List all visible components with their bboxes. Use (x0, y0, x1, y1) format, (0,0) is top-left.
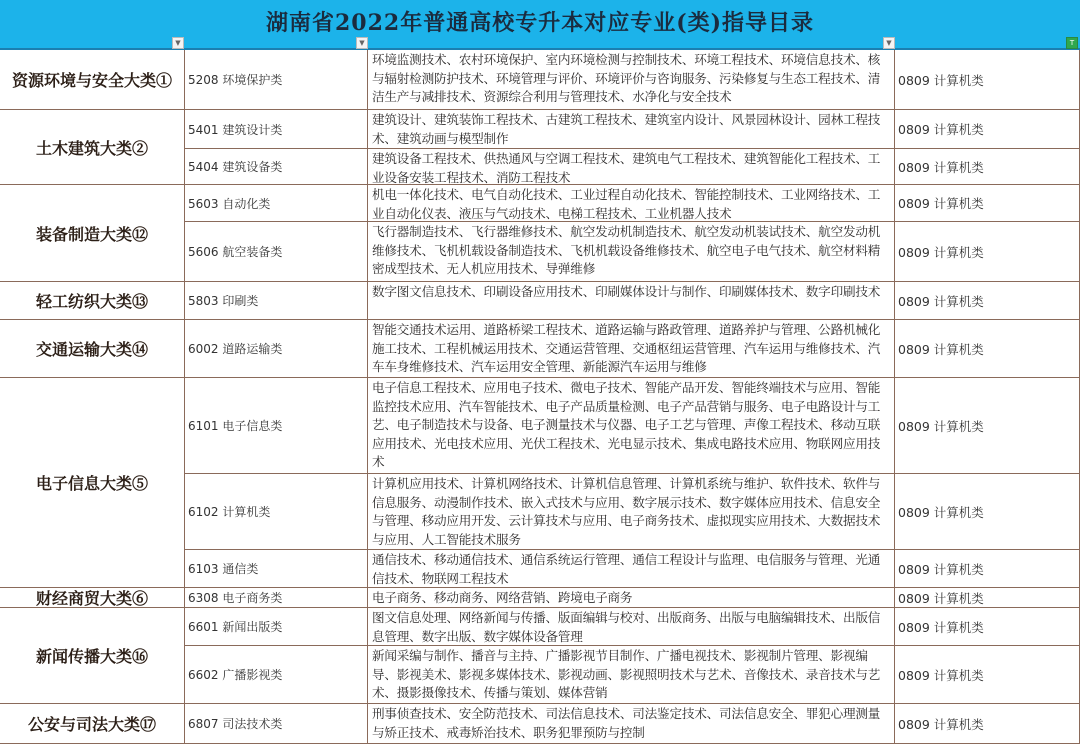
code-cell[interactable]: 6601 新闻出版类 (185, 608, 368, 646)
majors-cell[interactable]: 图文信息处理、网络新闻与传播、版面编辑与校对、出版商务、出版与电脑编辑技术、出版信息管理、数字出版、数字媒体设备管理 (368, 608, 895, 646)
category-cell[interactable]: 装备制造大类⑫ (0, 185, 185, 282)
code-cell[interactable]: 5803 印刷类 (185, 282, 368, 320)
majors-cell[interactable]: 电子信息工程技术、应用电子技术、微电子技术、智能产品开发、智能终端技术与应用、智能监控技术应用、汽车智能技术、电子产品质量检测、电子产品营销与服务、电子电路设计与工艺、电子制造技术与设备、电子测量技术与仪器、电子工艺与管理、声像工程技术、移动互联应用技术、光电技术应用、光伏工程技术、光电显示技术、集成电路技术应用、物联网应用技术 (368, 378, 895, 474)
majors-cell[interactable]: 刑事侦查技术、安全防范技术、司法信息技术、司法鉴定技术、司法信息安全、罪犯心理测量与矫正技术、戒毒矫治技术、职务犯罪预防与控制 (368, 704, 895, 744)
target-cell[interactable]: 0809 计算机类 (895, 50, 1080, 110)
target-cell[interactable]: 0809 计算机类 (895, 474, 1080, 550)
majors-cell[interactable]: 通信技术、移动通信技术、通信系统运行管理、通信工程设计与监理、电信服务与管理、光通信技术、物联网工程技术 (368, 550, 895, 588)
majors-cell[interactable]: 电子商务、移动商务、网络营销、跨境电子商务 (368, 588, 895, 608)
sheet-header (0, 0, 1080, 50)
category-cell[interactable]: 新闻传播大类⑯ (0, 608, 185, 704)
target-cell[interactable]: 0809 计算机类 (895, 149, 1080, 185)
filter-dropdown-target[interactable]: T (1066, 37, 1078, 49)
category-cell[interactable]: 轻工纺织大类⑬ (0, 282, 185, 320)
filter-dropdown-category[interactable]: ▼ (172, 37, 184, 49)
code-cell[interactable]: 6308 电子商务类 (185, 588, 368, 608)
filter-dropdown-majors[interactable]: ▼ (883, 37, 895, 49)
majors-cell[interactable]: 飞行器制造技术、飞行器维修技术、航空发动机制造技术、航空发动机装试技术、航空发动机维修技术、飞机机载设备制造技术、飞机机载设备维修技术、航空电子电气技术、航空材料精密成型技术、无人机应用技术、导弹维修 (368, 222, 895, 282)
category-cell[interactable]: 电子信息大类⑤ (0, 378, 185, 588)
code-cell[interactable]: 6102 计算机类 (185, 474, 368, 550)
majors-cell[interactable]: 数字图文信息技术、印刷设备应用技术、印刷媒体设计与制作、印刷媒体技术、数字印刷技术 (368, 282, 895, 320)
target-cell[interactable]: 0809 计算机类 (895, 222, 1080, 282)
code-cell[interactable]: 6002 道路运输类 (185, 320, 368, 378)
target-cell[interactable]: 0809 计算机类 (895, 550, 1080, 588)
majors-cell[interactable]: 环境监测技术、农村环境保护、室内环境检测与控制技术、环境工程技术、环境信息技术、核与辐射检测防护技术、环境管理与评价、环境评价与咨询服务、污染修复与生态工程技术、清洁生产与减排技术、资源综合利用与管理技术、水净化与安全技术 (368, 50, 895, 110)
category-cell[interactable]: 资源环境与安全大类① (0, 50, 185, 110)
majors-cell[interactable]: 建筑设计、建筑装饰工程技术、古建筑工程技术、建筑室内设计、风景园林设计、园林工程技术、建筑动画与模型制作 (368, 110, 895, 149)
majors-cell[interactable]: 建筑设备工程技术、供热通风与空调工程技术、建筑电气工程技术、建筑智能化工程技术、工业设备安装工程技术、消防工程技术 (368, 149, 895, 185)
code-cell[interactable]: 6101 电子信息类 (185, 378, 368, 474)
code-cell[interactable]: 5404 建筑设备类 (185, 149, 368, 185)
target-cell[interactable]: 0809 计算机类 (895, 320, 1080, 378)
code-cell[interactable]: 5208 环境保护类 (185, 50, 368, 110)
target-cell[interactable]: 0809 计算机类 (895, 588, 1080, 608)
category-cell[interactable]: 土木建筑大类② (0, 110, 185, 185)
majors-cell[interactable]: 计算机应用技术、计算机网络技术、计算机信息管理、计算机系统与维护、软件技术、软件与信息服务、动漫制作技术、嵌入式技术与应用、数字展示技术、数字媒体应用技术、信息安全与管理、移动应用开发、云计算技术与应用、电子商务技术、虚拟现实应用技术、大数据技术与应用、人工智能技术服务 (368, 474, 895, 550)
target-cell[interactable]: 0809 计算机类 (895, 378, 1080, 474)
category-cell[interactable]: 交通运输大类⑭ (0, 320, 185, 378)
majors-cell[interactable]: 新闻采编与制作、播音与主持、广播影视节目制作、广播电视技术、影视制片管理、影视编导、影视美术、影视多媒体技术、影视动画、影视照明技术与艺术、音像技术、录音技术与艺术、摄影摄像技术、传播与策划、媒体营销 (368, 646, 895, 704)
target-cell[interactable]: 0809 计算机类 (895, 704, 1080, 744)
target-cell[interactable]: 0809 计算机类 (895, 608, 1080, 646)
majors-cell[interactable]: 智能交通技术运用、道路桥梁工程技术、道路运输与路政管理、道路养护与管理、公路机械化施工技术、工程机械运用技术、交通运营管理、交通枢纽运营管理、汽车运用与维修技术、汽车车身维修技术、汽车运用安全管理、新能源汽车运用与维修 (368, 320, 895, 378)
code-cell[interactable]: 6103 通信类 (185, 550, 368, 588)
filter-dropdown-code[interactable]: ▼ (356, 37, 368, 49)
target-cell[interactable]: 0809 计算机类 (895, 646, 1080, 704)
category-cell[interactable]: 财经商贸大类⑥ (0, 588, 185, 608)
target-cell[interactable]: 0809 计算机类 (895, 110, 1080, 149)
code-cell[interactable]: 6602 广播影视类 (185, 646, 368, 704)
category-cell[interactable]: 公安与司法大类⑰ (0, 704, 185, 744)
target-cell[interactable]: 0809 计算机类 (895, 185, 1080, 222)
code-cell[interactable]: 6807 司法技术类 (185, 704, 368, 744)
code-cell[interactable]: 5606 航空装备类 (185, 222, 368, 282)
code-cell[interactable]: 5603 自动化类 (185, 185, 368, 222)
majors-cell[interactable]: 机电一体化技术、电气自动化技术、工业过程自动化技术、智能控制技术、工业网络技术、工业自动化仪表、液压与气动技术、电梯工程技术、工业机器人技术 (368, 185, 895, 222)
target-cell[interactable]: 0809 计算机类 (895, 282, 1080, 320)
page-title: 湖南省2022年普通高校专升本对应专业(类)指导目录 (265, 10, 815, 36)
code-cell[interactable]: 5401 建筑设计类 (185, 110, 368, 149)
